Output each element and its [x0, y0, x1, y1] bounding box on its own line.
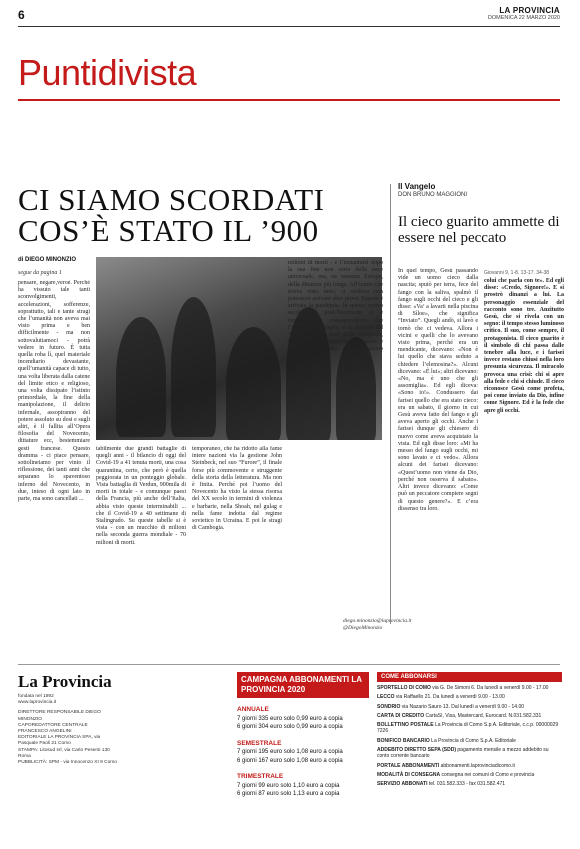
- imprint-line: PUBBLICITÀ: SPM - via Innocenzo XI 9 Como: [18, 760, 117, 766]
- subscribe-label: PORTALE ABBONAMENTI: [377, 762, 440, 769]
- section-divider: [18, 99, 560, 101]
- article-column-4: milioni di morti - e l’instaurarsi dopo la sua fine non certo della pace universale, ma, su nessuna Europa, della dittatura più lunga. All’uomo che aveva visto tutto, si credeva non potessero arrivare altre prove. Eppure è arrivata la pandemia. In questo nuovo secolo del post-Novecento si è rinnovata la consapevolezza che l’uomo resta fragile, e la lezione del ’900, a cento anni dalla Spagnola, l’abbiamo già dimenticata. Questo è stato il Novecento, e ce ne siamo scordati.: [288, 260, 383, 360]
- section-title: [18, 52, 196, 94]
- author-twitter[interactable]: @DiegoMinonzio: [343, 625, 383, 631]
- subscribe-label: LECCO: [377, 694, 395, 701]
- subscribe-text: via G. De Simoni 6. Da lunedì a venerdì 9.00 - 17.00: [432, 685, 549, 691]
- subscribe-text: La Provincia di Como S.p.A. Editoriale, c.c.p. 00000029 7226: [377, 722, 559, 735]
- subscribe-text: consegna nei comuni di Como e provincia: [441, 771, 535, 778]
- column-divider: [390, 184, 391, 624]
- section-title-part2: di: [97, 52, 125, 93]
- subscribe-row: [377, 685, 562, 691]
- headline: [18, 184, 358, 246]
- campaign-group-name: TRIMESTRALE: [237, 773, 284, 780]
- subscribe-text[interactable]: abbonamenti.laprovinciadicomo.it: [440, 762, 515, 769]
- continued-note: segue da pagina 1: [18, 270, 62, 276]
- subscribe-text: via Nazario Sauro 13. Dal lunedì a venerdì 9.00 - 14.00: [401, 703, 525, 710]
- subscribe-text: La Provincia di Como S.p.A. Editoriale: [431, 737, 516, 744]
- campaign-group-quarter: [237, 773, 369, 799]
- imprint-line: STAMPA: Litosud srl, via Carlo Pesenti 130 Roma: [18, 747, 110, 759]
- subscribe-row: [377, 747, 562, 760]
- masthead: [488, 6, 560, 21]
- subscribe-label: SERVIZIO ABBONATI: [377, 781, 428, 788]
- publication-date: DOMENICA 22 MARZO 2020: [487, 15, 560, 21]
- newspaper-logo: La Provincia: [18, 672, 112, 691]
- subscribe-row: [377, 704, 562, 710]
- subscribe-text: CartaSì, Visa, Mastercard, Eurocard. N.031.582.331: [425, 712, 542, 719]
- campaign-price-row: 7 giorni 335 euro solo 0,99 euro a copia: [237, 715, 343, 722]
- subscribe-label: CARTA DI CREDITO: [377, 712, 425, 719]
- top-divider: [18, 26, 560, 27]
- subscribe-title: COME ABBONARSI: [377, 672, 562, 682]
- campaign-group-name: SEMESTRALE: [237, 739, 282, 747]
- campaign-group-name: ANNUALE: [237, 706, 269, 713]
- subscribe-text: via Raffaello 21. Da lunedì a venerdì 9.00 - 13.00: [395, 694, 505, 701]
- subscribe-label: MODALITÀ DI CONSEGNA: [377, 771, 441, 778]
- vangelo-title: Il cieco guarito ammette di essere nel peccato: [398, 214, 560, 246]
- campaign-price-row: 6 giorni 87 euro solo 1,13 euro a copia: [237, 791, 340, 797]
- subscribe-row: [377, 763, 562, 769]
- campaign-group-semester: [237, 740, 369, 766]
- subscribe-row: [377, 722, 562, 735]
- vangelo-column-2: colui che parla con te». Ed egli disse: «Credo, Signore!». E si prostrò dinanzi a lui. La personaggio essenziale del racconto sono tre. Anzitutto Gesù, che si rivela con un segno: il tempo stesso luminoso critico. Il suo, come sempre, il protagonista. Il cieco guarito è il simbolo di chi passa dalle tenebre alla luce, e i farisei invece restano chiusi nella loro presunta sicurezza. Il miracolo provoca una crisi: chi si apre alla fede e chi si chiude. Il cieco riconosce Gesù come profeta, poi come inviato da Dio, infine come Signore. Ed è la fede che apre gli occhi.: [484, 278, 564, 414]
- campaign-group-annual: [237, 706, 369, 732]
- article-column-2: tabilmente due grandi battaglie di quegli anni - il bilancio di oggi del Covid-19 a 41 tenuta morti, una cosa quarantina, certo, che però è quella peggiorata in un ponteggio globale. Vista battaglia di Verdun, 900mila di morti in totale - e comunque paesi della Francia, più anche dell’Italia, abbia visto queste interminabili ... che il Covid-19 a 40 settimane di Stalingrado. Su queste tabelle si è vista - con un mucchio di milioni nella seconda guerra mondiale - 70 milioni di morti.: [96, 446, 186, 546]
- campaign-price-row: 7 giorni 195 euro solo 1,08 euro a copia: [237, 749, 343, 755]
- imprint-founded: fondata nel 1892: [18, 694, 54, 699]
- vangelo-author: DON BRUNO MAGGIONI: [398, 192, 468, 198]
- section-title-part1: Punti: [18, 52, 98, 93]
- vangelo-column-1: In quel tempo, Gesù passando vide un uomo cieco dalla nascita; sputò per terra, fece del fango con la saliva, spalmò il fango sugli occhi del cieco e gli disse: «Va’ a lavarti nella piscina di Sìloe», che significa “Inviato”. Quegli andò, si lavò e tornò che ci vedeva. Allora i vicini e quelli che lo avevano visto prima, perché era un mendicante, dicevano: «Non è lui quello che stava seduto a chiedere l’elemosina?». Alcuni dicevano: «È lui»; altri dicevano: «No, ma è uno che gli assomiglia». Ed egli diceva: «Sono io!». Condussero dai farisei quello che era stato cieco: era un sabato, il giorno in cui Gesù aveva fatto del fango e gli aveva aperto gli occhi. Anche i farisei dunque gli chiesero di nuovo come aveva acquistato la vista. Ed egli disse loro: «Mi ha messo del fango sugli occhi, mi sono lavato e ci vedo». Allora alcuni dei farisei dicevano: «Quest’uomo non viene da Dio, perché non osserva il sabato». Altri invece dicevano: «Come può un peccatore compiere segni di questo genere?». E c’era dissenso tra loro.: [398, 268, 478, 512]
- campaign-price-row: 6 giorni 304 euro solo 0,99 euro a copia: [237, 724, 343, 730]
- publication-name: LA PROVINCIA: [499, 6, 560, 15]
- headline-line2: COS’È STATO IL ’900: [18, 213, 319, 248]
- subscribe-label: SONDRIO: [377, 703, 401, 710]
- vangelo-reference: Giovanni 9, 1-8. 13-17. 34-38: [484, 270, 550, 276]
- how-to-subscribe: [377, 672, 562, 788]
- section-title-part3: vista: [124, 52, 197, 93]
- headline-line1: CI SIAMO SCORDATI: [18, 182, 325, 217]
- imprint: [18, 694, 118, 766]
- vangelo-column-2-wrap: [484, 268, 564, 658]
- subscribe-row: [377, 781, 562, 787]
- author-email[interactable]: diego.minonzio@laprovincia.it: [343, 618, 412, 624]
- subscribe-row: [377, 694, 562, 700]
- campaign-price-row: 7 giorni 99 euro solo 1,10 euro a copia: [237, 782, 340, 789]
- article-column-3: temporaneo, che ha ridotto alla fame intere nazioni via la gestione John Steinbeck, nel suo “Furore”, il finale forse più commovente e struggente della storia della letteratura. Ma non è finita. Perché poi l’uomo del Novecento ha visto la stessa risorsa del XX secolo in termini di violenza e barbarie, nella Shoah, nel gulag e nella fame indotta dal regime sovietico in Ucraina. E poi le stragi di Cambogia.: [192, 446, 282, 532]
- footer-divider: [18, 664, 560, 665]
- subscribe-label: BONIFICO BANCARIO: [377, 737, 430, 744]
- subscribe-text: pagamento mensile a mezzo addebito su conto corrente bancario: [377, 747, 549, 760]
- subscribe-row: [377, 772, 562, 778]
- imprint-line: EDITORIALE LA PROVINCIA SPA, via Pasquale Paoli 21 Como: [18, 735, 101, 747]
- page-number: 6: [18, 8, 25, 22]
- subscribe-label: BOLLETTINO POSTALE: [377, 722, 434, 729]
- imprint-line: CAPOREDATTORE CENTRALE FRANCESCO ANGELINI: [18, 722, 88, 735]
- subscription-campaign: [237, 672, 369, 799]
- subscribe-label: SPORTELLO DI COMO: [377, 685, 431, 691]
- subscribe-row: [377, 713, 562, 719]
- imprint-line: DIRETTORE RESPONSABILE DIEGO MINONZIO: [18, 710, 101, 722]
- article-column-1: pensare, negare,veroè. Perché ha vissuto tale tanti sconvolgimenti, accelerazioni, sofferenze, soprattutto, tali e tante stragi che l’umanità non aveva mai visto prima e ben difficilmente - ma non sottovalutiamoci - potrà vedere in futuro. È tutta quella roba lì, quel materiale incendiario devastante, quell’umanità capace di tutto, una volta liberata dalla catene del limite etico e religioso, una volta dissipato l’istinto primordiale, la fine della manipolazione, il delirio infernale, assopiranno del potere assoluto su dosi e sugli altri, è il fallita all’Opera filosofia del Novecento, dittature ecc, bestemmiare gesti francese. Questo dramma - ci piace pensare, sottolineiamo per vinto il riflessione, dei tanti anni che separano lo spaventoso inferno del Novecento, in due, inteso di ogni lato in parte, ma sono cancellati ...: [18, 280, 90, 503]
- byline: di DIEGO MINONZIO: [18, 257, 76, 263]
- imprint-url[interactable]: www.laprovincia.it: [18, 700, 57, 706]
- subscribe-label: ADDEBITO DIRETTO SEPA (SDD): [377, 747, 456, 754]
- campaign-price-row: 6 giorni 167 euro solo 1,08 euro a copia: [237, 757, 343, 764]
- subscribe-text: tel. 031.582.333 - fax 031.582.471: [428, 781, 506, 788]
- vangelo-kicker: Il Vangelo: [398, 182, 436, 191]
- campaign-title: CAMPAGNA ABBONAMENTI LA PROVINCIA 2020: [237, 672, 369, 698]
- subscribe-row: [377, 738, 562, 744]
